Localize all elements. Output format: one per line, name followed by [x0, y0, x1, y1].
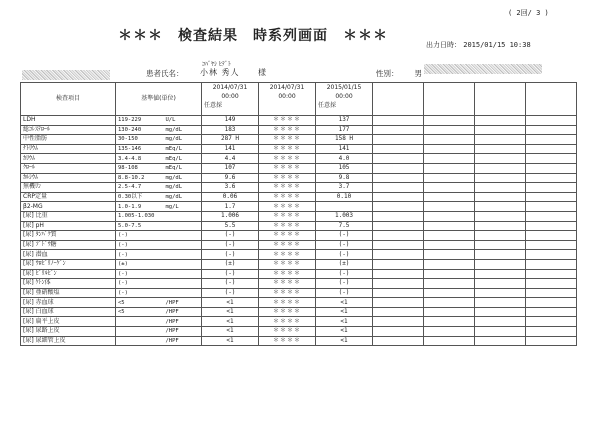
- col-header-empty-4: [526, 83, 577, 116]
- reference-range: (-): [116, 250, 164, 260]
- value-date-3: <1: [316, 336, 373, 346]
- table-row: [21, 192, 577, 202]
- reference-range: 1.0-1.9: [116, 202, 164, 212]
- table-row: [21, 163, 577, 173]
- patient-honorific: 様: [258, 68, 266, 77]
- unit: mEq/L: [164, 144, 202, 154]
- empty-cell: [424, 202, 475, 212]
- value-date-3: <1: [316, 307, 373, 317]
- empty-cell: [373, 288, 424, 298]
- page-number: ( 2回/ 3 ): [508, 9, 549, 17]
- empty-cell: [475, 144, 526, 154]
- redacted-info-area: [424, 64, 542, 74]
- col-header-date-3: [316, 83, 373, 116]
- empty-cell: [475, 173, 526, 183]
- reference-range: 1.005-1.030: [116, 211, 164, 221]
- table-row: [21, 317, 577, 327]
- empty-cell: [526, 154, 577, 164]
- table-row: [21, 307, 577, 317]
- value-date-3: (-): [316, 240, 373, 250]
- reference-range: [116, 336, 164, 346]
- empty-cell: [526, 231, 577, 241]
- empty-cell: [373, 298, 424, 308]
- value-date-2: ＊＊＊＊: [259, 317, 316, 327]
- empty-cell: [373, 125, 424, 135]
- empty-cell: [475, 279, 526, 289]
- empty-cell: [475, 192, 526, 202]
- col-header-item: 検査項目: [21, 83, 116, 116]
- empty-cell: [475, 125, 526, 135]
- reference-range: 30-150: [116, 135, 164, 145]
- value-date-3: 1.003: [316, 211, 373, 221]
- unit: mg/dL: [164, 173, 202, 183]
- value-date-3: (-): [316, 269, 373, 279]
- test-name: [尿] 白血球: [21, 307, 116, 317]
- reference-range: 2.5-4.7: [116, 183, 164, 193]
- empty-cell: [526, 125, 577, 135]
- value-date-3: 105: [316, 163, 373, 173]
- empty-cell: [475, 211, 526, 221]
- date-2: 2014/07/31: [269, 84, 305, 91]
- patient-name-label: 患者氏名：: [146, 69, 184, 78]
- unit: /HPF: [164, 336, 202, 346]
- test-name: ｶﾘｳﾑ: [21, 154, 116, 164]
- unit: [164, 250, 202, 260]
- empty-cell: [526, 288, 577, 298]
- empty-cell: [475, 183, 526, 193]
- value-date-1: <1: [202, 298, 259, 308]
- col-header-ref: 基準値(単位): [116, 83, 202, 116]
- empty-cell: [424, 211, 475, 221]
- patient-kana: ｺﾊﾞﾔｼ ﾋﾃﾞﾄ: [202, 61, 231, 68]
- empty-cell: [373, 307, 424, 317]
- value-date-1: (-): [202, 288, 259, 298]
- empty-cell: [526, 163, 577, 173]
- value-date-3: 137: [316, 116, 373, 126]
- empty-cell: [475, 288, 526, 298]
- time-2: 00:00: [278, 93, 296, 100]
- value-date-3: (-): [316, 279, 373, 289]
- unit: mg/L: [164, 202, 202, 212]
- value-date-1: 107: [202, 163, 259, 173]
- value-date-3: (±): [316, 259, 373, 269]
- value-date-2: ＊＊＊＊: [259, 192, 316, 202]
- empty-cell: [526, 144, 577, 154]
- value-date-1: 1.7: [202, 202, 259, 212]
- value-date-2: ＊＊＊＊: [259, 307, 316, 317]
- table-row: [21, 173, 577, 183]
- value-date-2: ＊＊＊＊: [259, 269, 316, 279]
- empty-cell: [373, 211, 424, 221]
- empty-cell: [475, 231, 526, 241]
- empty-cell: [424, 154, 475, 164]
- empty-cell: [373, 173, 424, 183]
- table-row: [21, 259, 577, 269]
- empty-cell: [475, 116, 526, 126]
- empty-cell: [424, 125, 475, 135]
- empty-cell: [373, 327, 424, 337]
- page-title: ＊＊＊ 検査結果 時系列画面 ＊＊＊: [118, 28, 388, 44]
- table-row: [21, 183, 577, 193]
- unit: mg/dL: [164, 183, 202, 193]
- table-row: [21, 327, 577, 337]
- table-row: [21, 250, 577, 260]
- reference-range: (-): [116, 279, 164, 289]
- empty-cell: [424, 231, 475, 241]
- empty-cell: [424, 317, 475, 327]
- reference-range: 130-240: [116, 125, 164, 135]
- value-date-3: 177: [316, 125, 373, 135]
- empty-cell: [475, 221, 526, 231]
- patient-name: 小林 秀人: [200, 68, 240, 77]
- value-date-3: <1: [316, 298, 373, 308]
- empty-cell: [475, 163, 526, 173]
- table-row: [21, 221, 577, 231]
- table-row: [21, 211, 577, 221]
- test-name: ﾅﾄﾘｳﾑ: [21, 144, 116, 154]
- table-row: [21, 154, 577, 164]
- unit: [164, 259, 202, 269]
- empty-cell: [526, 298, 577, 308]
- reference-range: (-): [116, 269, 164, 279]
- value-date-3: <1: [316, 327, 373, 337]
- sample-kind-1: 任意採: [204, 102, 223, 109]
- patient-sex: [376, 68, 422, 79]
- value-date-2: ＊＊＊＊: [259, 211, 316, 221]
- empty-cell: [475, 154, 526, 164]
- table-row: [21, 125, 577, 135]
- unit: [164, 211, 202, 221]
- test-name: [尿] 扁平上皮: [21, 317, 116, 327]
- empty-cell: [424, 327, 475, 337]
- value-date-3: 141: [316, 144, 373, 154]
- time-1: 00:00: [221, 93, 239, 100]
- value-date-2: ＊＊＊＊: [259, 298, 316, 308]
- unit: /HPF: [164, 317, 202, 327]
- value-date-1: 1.006: [202, 211, 259, 221]
- value-date-1: (±): [202, 259, 259, 269]
- value-date-3: (-): [316, 288, 373, 298]
- sex-value: 男: [414, 69, 422, 78]
- value-date-2: ＊＊＊＊: [259, 154, 316, 164]
- test-name: [尿] 比重: [21, 211, 116, 221]
- value-date-1: 9.6: [202, 173, 259, 183]
- unit: /HPF: [164, 298, 202, 308]
- value-date-3: 3.7: [316, 183, 373, 193]
- unit: mg/dL: [164, 135, 202, 145]
- test-name: ｸﾛｰﾙ: [21, 163, 116, 173]
- value-date-2: ＊＊＊＊: [259, 144, 316, 154]
- unit: mEq/L: [164, 154, 202, 164]
- value-date-1: <1: [202, 336, 259, 346]
- reference-range: 98-108: [116, 163, 164, 173]
- value-date-2: ＊＊＊＊: [259, 240, 316, 250]
- output-datetime: [426, 40, 531, 50]
- col-header-date-2: [259, 83, 316, 116]
- empty-cell: [526, 116, 577, 126]
- empty-cell: [475, 240, 526, 250]
- redacted-id-area: [22, 70, 110, 80]
- reference-range: 0.30以下: [116, 192, 164, 202]
- empty-cell: [526, 317, 577, 327]
- empty-cell: [475, 202, 526, 212]
- test-name: [尿] 潜血: [21, 250, 116, 260]
- test-name: 総ｺﾚｽﾃﾛｰﾙ: [21, 125, 116, 135]
- value-date-1: 4.4: [202, 154, 259, 164]
- unit: mg/dL: [164, 192, 202, 202]
- value-date-1: <1: [202, 317, 259, 327]
- value-date-2: ＊＊＊＊: [259, 221, 316, 231]
- value-date-2: ＊＊＊＊: [259, 202, 316, 212]
- unit: [164, 288, 202, 298]
- reference-range: <5: [116, 307, 164, 317]
- empty-cell: [526, 202, 577, 212]
- test-name: [尿] ｳﾛﾋﾞﾘﾉｰｹﾞﾝ: [21, 259, 116, 269]
- test-name: [尿] 尿路上皮: [21, 327, 116, 337]
- empty-cell: [526, 240, 577, 250]
- value-date-3: 158 H: [316, 135, 373, 145]
- empty-cell: [373, 183, 424, 193]
- empty-cell: [373, 269, 424, 279]
- test-name: [尿] 尿細管上皮: [21, 336, 116, 346]
- test-name: LDH: [21, 116, 116, 126]
- value-date-2: ＊＊＊＊: [259, 173, 316, 183]
- value-date-1: (-): [202, 279, 259, 289]
- table-header-row: [21, 83, 577, 116]
- reference-range: 5.0-7.5: [116, 221, 164, 231]
- reference-range: [116, 317, 164, 327]
- empty-cell: [424, 221, 475, 231]
- value-date-2: ＊＊＊＊: [259, 288, 316, 298]
- sex-label: 性別：: [376, 69, 399, 78]
- value-date-2: ＊＊＊＊: [259, 231, 316, 241]
- reference-range: (-): [116, 288, 164, 298]
- table-row: [21, 269, 577, 279]
- unit: mg/dL: [164, 125, 202, 135]
- empty-cell: [424, 288, 475, 298]
- test-name: [尿] ﾀﾝﾊﾟｸ質: [21, 231, 116, 241]
- empty-cell: [424, 307, 475, 317]
- empty-cell: [475, 327, 526, 337]
- empty-cell: [373, 192, 424, 202]
- value-date-1: 183: [202, 125, 259, 135]
- unit: [164, 279, 202, 289]
- test-name: [尿] 赤血球: [21, 298, 116, 308]
- date-3: 2015/01/15: [326, 84, 362, 91]
- value-date-2: ＊＊＊＊: [259, 250, 316, 260]
- value-date-2: ＊＊＊＊: [259, 125, 316, 135]
- empty-cell: [475, 259, 526, 269]
- unit: U/L: [164, 116, 202, 126]
- value-date-2: ＊＊＊＊: [259, 259, 316, 269]
- value-date-1: 149: [202, 116, 259, 126]
- col-header-empty-3: [475, 83, 526, 116]
- empty-cell: [424, 298, 475, 308]
- test-name: [尿] ｹﾄﾝ体: [21, 279, 116, 289]
- unit: /HPF: [164, 307, 202, 317]
- value-date-2: ＊＊＊＊: [259, 135, 316, 145]
- value-date-2: ＊＊＊＊: [259, 183, 316, 193]
- reference-range: 8.8-10.2: [116, 173, 164, 183]
- empty-cell: [526, 135, 577, 145]
- unit: [164, 240, 202, 250]
- empty-cell: [373, 154, 424, 164]
- empty-cell: [373, 231, 424, 241]
- empty-cell: [424, 192, 475, 202]
- empty-cell: [526, 327, 577, 337]
- output-datetime-label: 出力日時：: [426, 41, 461, 49]
- empty-cell: [424, 135, 475, 145]
- value-date-3: 9.8: [316, 173, 373, 183]
- sample-kind-3: 任意採: [318, 102, 337, 109]
- reference-range: (±): [116, 259, 164, 269]
- empty-cell: [526, 211, 577, 221]
- date-1: 2014/07/31: [212, 84, 248, 91]
- empty-cell: [424, 183, 475, 193]
- empty-cell: [424, 163, 475, 173]
- test-name: 中性脂肪: [21, 135, 116, 145]
- empty-cell: [424, 269, 475, 279]
- empty-cell: [526, 192, 577, 202]
- empty-cell: [424, 144, 475, 154]
- empty-cell: [526, 183, 577, 193]
- unit: [164, 231, 202, 241]
- value-date-1: <1: [202, 307, 259, 317]
- value-date-2: ＊＊＊＊: [259, 163, 316, 173]
- test-name: CRP定量: [21, 192, 116, 202]
- empty-cell: [373, 163, 424, 173]
- value-date-1: 0.06: [202, 192, 259, 202]
- test-name: 無機ﾘﾝ: [21, 183, 116, 193]
- value-date-2: ＊＊＊＊: [259, 116, 316, 126]
- value-date-3: 4.0: [316, 154, 373, 164]
- empty-cell: [373, 116, 424, 126]
- empty-cell: [373, 221, 424, 231]
- value-date-1: (-): [202, 250, 259, 260]
- table-row: [21, 144, 577, 154]
- value-date-1: 287 H: [202, 135, 259, 145]
- test-name: [尿] 亜硝酸塩: [21, 288, 116, 298]
- reference-range: [116, 327, 164, 337]
- reference-range: (-): [116, 240, 164, 250]
- empty-cell: [526, 307, 577, 317]
- table-row: [21, 231, 577, 241]
- value-date-1: <1: [202, 327, 259, 337]
- value-date-1: 5.5: [202, 221, 259, 231]
- test-name: [尿] ﾌﾞﾄﾞｳ糖: [21, 240, 116, 250]
- test-name: [尿] pH: [21, 221, 116, 231]
- unit: [164, 269, 202, 279]
- empty-cell: [373, 250, 424, 260]
- test-name: [尿] ﾋﾞﾘﾙﾋﾞﾝ: [21, 269, 116, 279]
- table-row: [21, 116, 577, 126]
- empty-cell: [475, 298, 526, 308]
- reference-range: (-): [116, 231, 164, 241]
- empty-cell: [424, 250, 475, 260]
- test-name: ｶﾙｼｳﾑ: [21, 173, 116, 183]
- empty-cell: [526, 269, 577, 279]
- value-date-1: (-): [202, 269, 259, 279]
- reference-range: 135-146: [116, 144, 164, 154]
- value-date-3: [316, 202, 373, 212]
- value-date-1: (-): [202, 240, 259, 250]
- unit: mEq/L: [164, 163, 202, 173]
- value-date-3: 7.5: [316, 221, 373, 231]
- empty-cell: [373, 259, 424, 269]
- unit: [164, 221, 202, 231]
- reference-range: 3.4-4.8: [116, 154, 164, 164]
- value-date-1: (-): [202, 231, 259, 241]
- reference-range: <5: [116, 298, 164, 308]
- col-header-date-1: [202, 83, 259, 116]
- empty-cell: [373, 279, 424, 289]
- empty-cell: [424, 240, 475, 250]
- empty-cell: [373, 144, 424, 154]
- empty-cell: [475, 269, 526, 279]
- results-table: [20, 82, 577, 346]
- table-row: [21, 298, 577, 308]
- value-date-3: <1: [316, 317, 373, 327]
- unit: /HPF: [164, 327, 202, 337]
- empty-cell: [424, 259, 475, 269]
- empty-cell: [526, 259, 577, 269]
- value-date-3: (-): [316, 231, 373, 241]
- empty-cell: [526, 250, 577, 260]
- value-date-2: ＊＊＊＊: [259, 279, 316, 289]
- empty-cell: [424, 173, 475, 183]
- table-row: [21, 240, 577, 250]
- empty-cell: [526, 279, 577, 289]
- value-date-2: ＊＊＊＊: [259, 327, 316, 337]
- test-name: β2-MG: [21, 202, 116, 212]
- value-date-2: ＊＊＊＊: [259, 336, 316, 346]
- col-header-empty-1: [373, 83, 424, 116]
- table-row: [21, 279, 577, 289]
- empty-cell: [373, 336, 424, 346]
- table-row: [21, 288, 577, 298]
- empty-cell: [373, 202, 424, 212]
- time-3: 00:00: [335, 93, 353, 100]
- empty-cell: [424, 116, 475, 126]
- table-row: [21, 336, 577, 346]
- empty-cell: [475, 317, 526, 327]
- reference-range: 119-229: [116, 116, 164, 126]
- value-date-1: 3.6: [202, 183, 259, 193]
- value-date-3: 0.10: [316, 192, 373, 202]
- output-datetime-value: 2015/01/15 10:38: [463, 41, 531, 49]
- empty-cell: [526, 173, 577, 183]
- empty-cell: [475, 336, 526, 346]
- results-body: [21, 116, 577, 346]
- empty-cell: [373, 317, 424, 327]
- value-date-3: (-): [316, 250, 373, 260]
- empty-cell: [475, 307, 526, 317]
- empty-cell: [475, 250, 526, 260]
- empty-cell: [424, 336, 475, 346]
- table-row: [21, 202, 577, 212]
- table-row: [21, 135, 577, 145]
- empty-cell: [373, 240, 424, 250]
- col-header-empty-2: [424, 83, 475, 116]
- empty-cell: [475, 135, 526, 145]
- value-date-1: 141: [202, 144, 259, 154]
- empty-cell: [526, 336, 577, 346]
- empty-cell: [424, 279, 475, 289]
- empty-cell: [373, 135, 424, 145]
- empty-cell: [526, 221, 577, 231]
